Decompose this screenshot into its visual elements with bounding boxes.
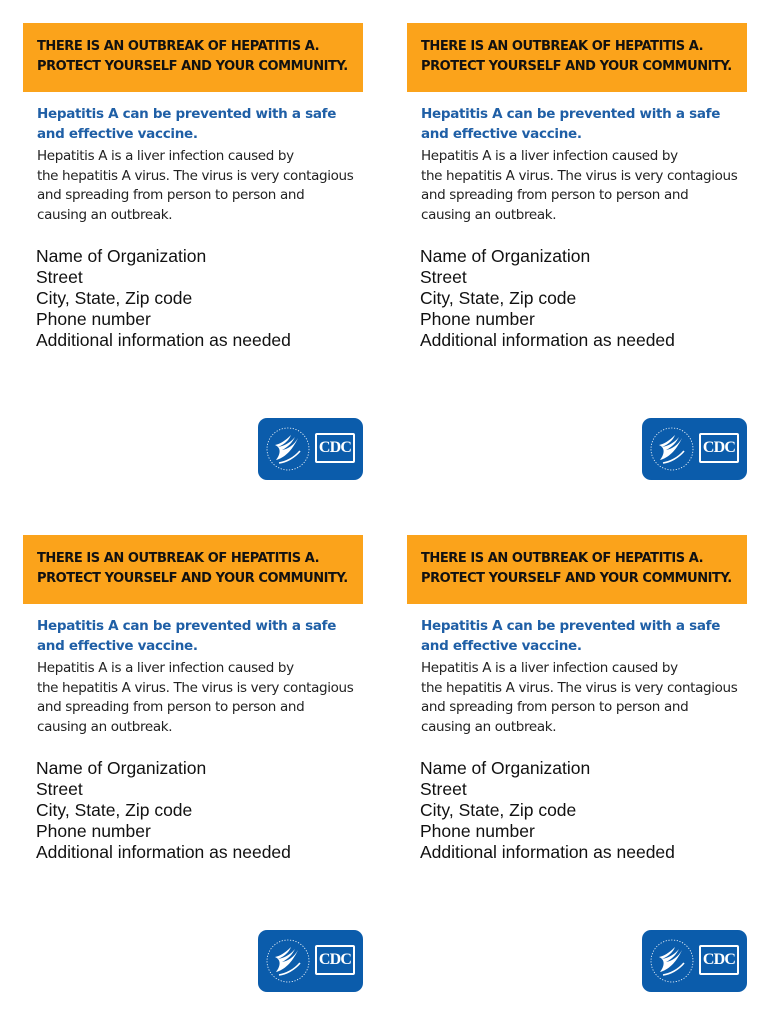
organization-street: Street	[36, 267, 83, 287]
body-line-3: and spreading from person to person and	[37, 699, 305, 715]
cdc-logo	[642, 418, 747, 480]
subhead-line-2: and effective vaccine.	[421, 125, 582, 142]
banner-line-2: PROTECT YOURSELF AND YOUR COMMUNITY.	[421, 571, 732, 586]
cdc-logo	[642, 930, 747, 992]
subhead-line-2: and effective vaccine.	[37, 637, 198, 654]
subhead-line-2: and effective vaccine.	[37, 125, 198, 142]
flyer-card-bottom-right	[407, 535, 747, 1015]
vaccine-subheading	[421, 105, 741, 144]
banner-line-1: THERE IS AN OUTBREAK OF HEPATITIS A.	[421, 551, 704, 566]
banner-line-1: THERE IS AN OUTBREAK OF HEPATITIS A.	[37, 551, 320, 566]
body-line-1: Hepatitis A is a liver infection caused by	[37, 660, 294, 676]
organization-phone: Phone number	[36, 821, 151, 841]
body-line-1: Hepatitis A is a liver infection caused by	[421, 660, 678, 676]
organization-city: City, State, Zip code	[420, 800, 577, 820]
outbreak-banner	[407, 535, 747, 604]
organization-address-block	[420, 758, 675, 863]
subhead-line-1: Hepatitis A can be prevented with a safe	[37, 106, 337, 122]
flyer-card-top-right	[407, 23, 747, 503]
cdc-logo	[258, 930, 363, 992]
banner-line-2: PROTECT YOURSELF AND YOUR COMMUNITY.	[421, 59, 732, 74]
cdc-wordmark: CDC	[699, 433, 739, 463]
body-line-4: causing an outbreak.	[37, 206, 173, 223]
flyer-card-bottom-left	[23, 535, 363, 1015]
info-paragraph	[37, 147, 367, 225]
cdc-wordmark: CDC	[315, 433, 355, 463]
body-line-4: causing an outbreak.	[421, 206, 557, 223]
organization-additional-info: Additional information as needed	[420, 842, 675, 862]
flyer-card-top-left	[23, 23, 363, 503]
organization-additional-info: Additional information as needed	[420, 330, 675, 350]
organization-street: Street	[420, 779, 467, 799]
banner-line-2: PROTECT YOURSELF AND YOUR COMMUNITY.	[37, 571, 348, 586]
outbreak-banner	[23, 535, 363, 604]
vaccine-subheading	[421, 617, 741, 656]
body-line-2: the hepatitis A virus. The virus is very contagious	[37, 679, 354, 696]
body-line-2: the hepatitis A virus. The virus is very contagious	[37, 167, 354, 184]
organization-city: City, State, Zip code	[36, 800, 193, 820]
body-line-1: Hepatitis A is a liver infection caused by	[421, 148, 678, 164]
organization-name: Name of Organization	[36, 246, 207, 266]
organization-name: Name of Organization	[420, 246, 591, 266]
info-paragraph	[421, 147, 751, 225]
organization-phone: Phone number	[420, 821, 535, 841]
organization-street: Street	[420, 267, 467, 287]
body-line-1: Hepatitis A is a liver infection caused by	[37, 148, 294, 164]
info-paragraph	[37, 659, 367, 737]
organization-phone: Phone number	[420, 309, 535, 329]
body-line-4: causing an outbreak.	[421, 718, 557, 735]
vaccine-subheading	[37, 617, 357, 656]
banner-line-1: THERE IS AN OUTBREAK OF HEPATITIS A.	[37, 39, 320, 54]
body-line-2: the hepatitis A virus. The virus is very contagious	[421, 167, 738, 184]
organization-name: Name of Organization	[36, 758, 207, 778]
outbreak-banner	[23, 23, 363, 92]
organization-city: City, State, Zip code	[420, 288, 577, 308]
body-line-3: and spreading from person to person and	[421, 699, 689, 715]
cdc-wordmark: CDC	[315, 945, 355, 975]
subhead-line-1: Hepatitis A can be prevented with a safe	[421, 618, 721, 634]
cdc-wordmark: CDC	[699, 945, 739, 975]
organization-address-block	[36, 758, 291, 863]
vaccine-subheading	[37, 105, 357, 144]
info-paragraph	[421, 659, 751, 737]
organization-street: Street	[36, 779, 83, 799]
banner-line-2: PROTECT YOURSELF AND YOUR COMMUNITY.	[37, 59, 348, 74]
organization-address-block	[36, 246, 291, 351]
subhead-line-2: and effective vaccine.	[421, 637, 582, 654]
organization-city: City, State, Zip code	[36, 288, 193, 308]
body-line-4: causing an outbreak.	[37, 718, 173, 735]
subhead-line-1: Hepatitis A can be prevented with a safe	[421, 106, 721, 122]
subhead-line-1: Hepatitis A can be prevented with a safe	[37, 618, 337, 634]
organization-phone: Phone number	[36, 309, 151, 329]
cdc-logo	[258, 418, 363, 480]
outbreak-banner	[407, 23, 747, 92]
organization-address-block	[420, 246, 675, 351]
organization-additional-info: Additional information as needed	[36, 842, 291, 862]
body-line-3: and spreading from person to person and	[37, 187, 305, 203]
organization-additional-info: Additional information as needed	[36, 330, 291, 350]
body-line-2: the hepatitis A virus. The virus is very contagious	[421, 679, 738, 696]
organization-name: Name of Organization	[420, 758, 591, 778]
banner-line-1: THERE IS AN OUTBREAK OF HEPATITIS A.	[421, 39, 704, 54]
body-line-3: and spreading from person to person and	[421, 187, 689, 203]
